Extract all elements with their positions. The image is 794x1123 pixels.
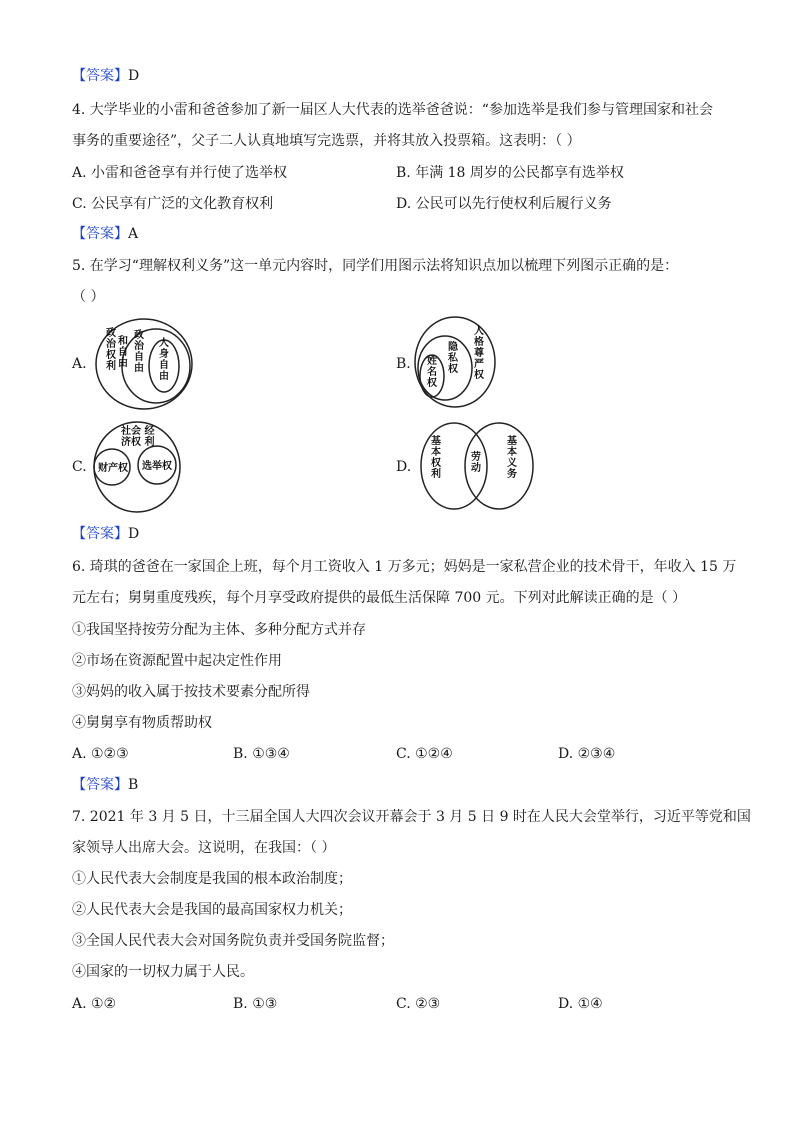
q4-option-a: A. 小雷和爸爸享有并行使了选举权 (72, 165, 288, 181)
q5-stem-line2: （ ） (72, 289, 105, 305)
answer-value: B (128, 777, 139, 793)
svg-text:劳动: 劳动 (471, 452, 481, 474)
q4-stem-line1: 4. 大学毕业的小雷和爸爸参加了新一届区人大代表的选举爸爸说：“参加选举是我们参与管理国家和社会 (72, 102, 713, 118)
answer-value: D (128, 526, 140, 542)
q6-statement-2: ②市场在资源配置中起决定性作用 (72, 653, 282, 669)
q6-statement-1: ①我国坚持按劳分配为主体、多种分配方式并存 (72, 622, 366, 638)
q6-stem-line2: 元左右；舅舅重度残疾，每个月享受政府提供的最低生活保障 700 元。下列对此解读正确的是（ ） (72, 590, 687, 606)
diagram-a-outer-label: 政治权利 (106, 328, 116, 372)
svg-text:人格尊严权: 人格尊严权 (474, 326, 484, 381)
answer-q4 (72, 224, 138, 244)
answer-label: 【答案】 (72, 226, 128, 242)
q7-statement-1: ①人民代表大会制度是我国的根本政治制度； (72, 871, 352, 887)
q5-option-c-label: C. (72, 459, 87, 475)
answer-value: A (128, 226, 139, 242)
svg-text:和自由: 和自由 (118, 336, 128, 369)
q6-statement-3: ③妈妈的收入属于按技术要素分配所得 (72, 684, 310, 700)
svg-text:人身自由: 人身自由 (159, 338, 169, 382)
q5-stem-line1: 5. 在学习“理解权利义务”这一单元内容时，同学们用图示法将知识点加以梳理下列图示正确的是： (72, 258, 679, 274)
q6-stem-line1: 6. 琦琪的爸爸在一家国企上班，每个月工资收入 1 万多元；妈妈是一家私营企业的技术骨干，年收入 15 万 (72, 559, 737, 575)
q6-statement-4: ④舅舅享有物质帮助权 (72, 715, 212, 731)
q4-stem-line2: 事务的重要途径”，父子二人认真地填写完选票，并将其放入投票箱。这表明：（ ） (72, 133, 581, 149)
svg-text:基本权利: 基本权利 (431, 436, 441, 480)
q5-diagram-a (92, 314, 202, 418)
q6-option-d: D. ②③④ (558, 746, 616, 762)
q7-option-b: B. ①③ (233, 996, 278, 1012)
q5-option-a-label: A. (72, 356, 87, 372)
q7-statement-2: ②人民代表大会是我国的最高国家权力机关； (72, 902, 352, 918)
svg-text:社会 经: 社会 经 (121, 426, 155, 437)
q4-option-c: C. 公民享有广泛的文化教育权利 (72, 196, 274, 212)
q5-diagram-b (413, 312, 503, 416)
answer-value: D (128, 68, 140, 84)
q7-stem-line2: 家领导人出席大会。这说明，在我国：（ ） (72, 840, 336, 856)
answer-q5 (72, 524, 139, 544)
svg-text:基本义务: 基本义务 (507, 436, 517, 480)
svg-text:济权 利: 济权 利 (121, 437, 155, 448)
q5-diagram-c (90, 418, 184, 518)
svg-text:政治自由: 政治自由 (134, 330, 144, 374)
q6-option-a: A. ①②③ (72, 746, 129, 762)
q7-option-c: C. ②③ (396, 996, 441, 1012)
q7-option-d: D. ①④ (558, 996, 603, 1012)
q5-option-b-label: B. (396, 356, 411, 372)
answer-q3 (72, 66, 139, 86)
q7-option-a: A. ①② (72, 996, 117, 1012)
answer-label: 【答案】 (72, 68, 128, 84)
q5-option-d-label: D. (396, 459, 412, 475)
q6-option-c: C. ①②④ (396, 746, 453, 762)
answer-label: 【答案】 (72, 777, 128, 793)
q4-option-b: B. 年满 18 周岁的公民都享有选举权 (396, 165, 624, 181)
svg-text:财产权: 财产权 (98, 463, 128, 474)
q7-statement-3: ③全国人民代表大会对国务院负责并受国务院监督； (72, 933, 394, 949)
q7-statement-4: ④国家的一切权力属于人民。 (72, 964, 254, 980)
q7-stem-line1: 7. 2021 年 3 月 5 日，十三届全国人大四次会议开幕会于 3 月 5 日 9 时在人民大会堂举行，习近平等党和国 (72, 809, 751, 825)
svg-text:姓名权: 姓名权 (427, 356, 437, 389)
q4-option-d: D. 公民可以先行使权利后履行义务 (396, 196, 612, 212)
svg-text:隐私权: 隐私权 (448, 342, 458, 375)
answer-label: 【答案】 (72, 526, 128, 542)
q5-diagram-d (419, 420, 535, 516)
answer-q6 (72, 775, 138, 795)
q6-option-b: B. ①③④ (233, 746, 290, 762)
svg-text:选举权: 选举权 (142, 461, 172, 472)
